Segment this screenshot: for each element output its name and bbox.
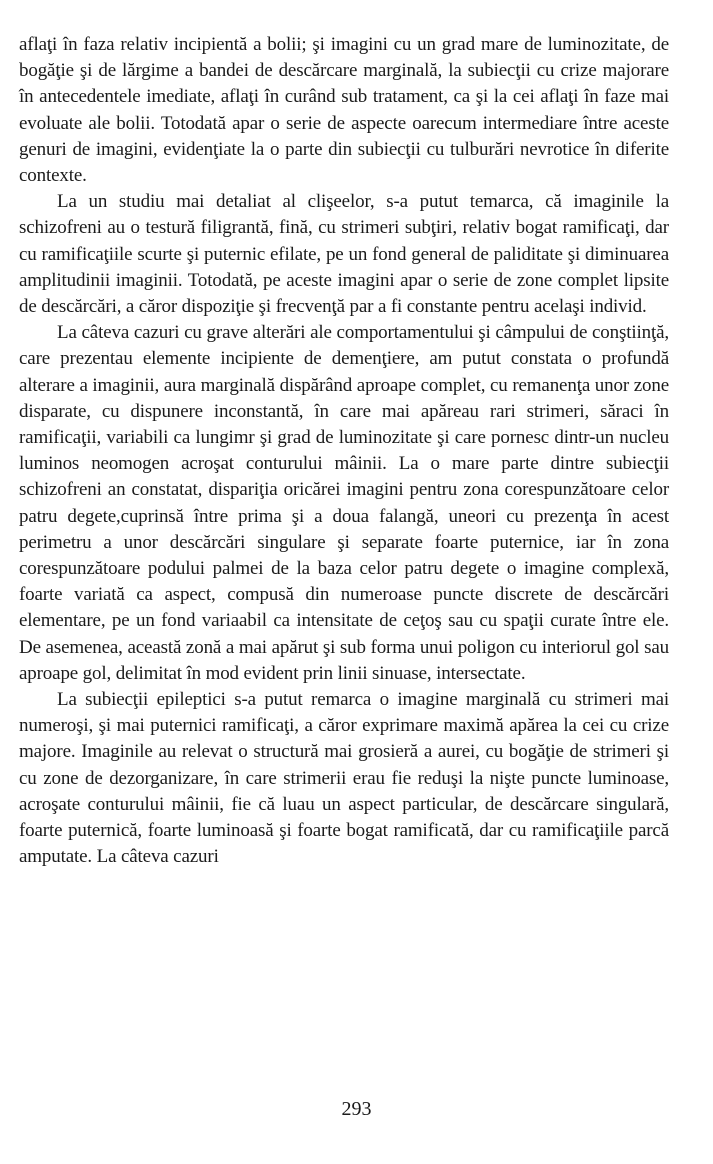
paragraph-3: La câteva cazuri cu grave alterări ale comportamentului şi câmpului de conştiinţă, care prezentau elemente incipiente de demenţiere, am putut constata o profundă alterare a imaginii, aura marginală dispărând aproape complet, cu remanenţa unor zone disparate, cu dispunere inconstantă, în care mai apăreau rari strimeri, săraci în ramificaţii, variabili ca lungimr şi grad de luminozitate şi care pornesc dintr-un nucleu luminos neomogen acroşat conturului mâinii. La o mare parte dintre subiecţii schizofreni an constatat, dispariţia oricărei imagini pentru zona corespunzătoare celor patru degete,cuprinsă între prima şi a doua falangă, uneori cu prezenţa în acest perimetru a unor descărcări singulare şi separate foarte puternice, iar în zona corespunzătoare podului palmei de la baza celor patru degete o imagine complexă, foarte variată ca aspect, compusă din numeroase puncte discrete de descărcări elementare, pe un fond variaabil ca intensitate de ceţoş sau cu spaţii curate între ele. De asemenea, această zonă a mai apărut şi sub forma unui poligon cu interiorul gol sau aproape gol, delimitat în mod evident prin linii sinuase, intersectate. <box>19 322 669 684</box>
page-number: 293 <box>341 1098 372 1120</box>
page-body <box>19 32 669 871</box>
paragraph-2: La un studiu mai detaliat al clişeelor, s-a putut temarca, că imaginile la schizofreni au o testură filigrantă, fină, cu strimeri subţiri, relativ bogat ramificaţi, dar cu ramificaţiile scurte şi puternic efilate, pe un fond general de paliditate şi diminuarea amplitudinii imaginii. Totodată, pe aceste imagini apar o serie de zone complet lipsite de descărcări, a căror dispoziţie şi frecvenţă par a fi constante pentru acelaşi individ. <box>19 191 669 318</box>
paragraph-4: La subiecţii epileptici s-a putut remarca o imagine marginală cu strimeri mai numeroşi, şi mai puternici ramificaţi, a căror exprimare maximă apărea la cei cu crize majore. Imaginile au relevat o structură mai grosieră a aurei, cu bogăţie de strimeri şi cu zone de dezorganizare, în care strimerii erau fie reduşi la nişte puncte luminoase, acroşate conturului mâinii, fie că luau un aspect particular, de descărcare singulară, foarte puternică, foarte luminoasă şi foarte bogat ramificată, dar cu ramificaţiile parcă amputate. La câteva cazuri <box>19 689 669 868</box>
paragraph-1: aflaţi în faza relativ incipientă a bolii; şi imagini cu un grad mare de luminozitate, de bogăţie şi de lărgime a bandei de descărcare marginală, la subiecţii cu crize majorare în antecedentele imediate, aflaţi în curând sub tratament, ca şi la cei aflaţi în faze mai evoluate ale bolii. Totodată apar o serie de aspecte oarecum intermediare între aceste genuri de imagini, evidenţiate la o parte din subiecţii cu tulburări nevrotice în diferite contexte. <box>19 34 669 187</box>
